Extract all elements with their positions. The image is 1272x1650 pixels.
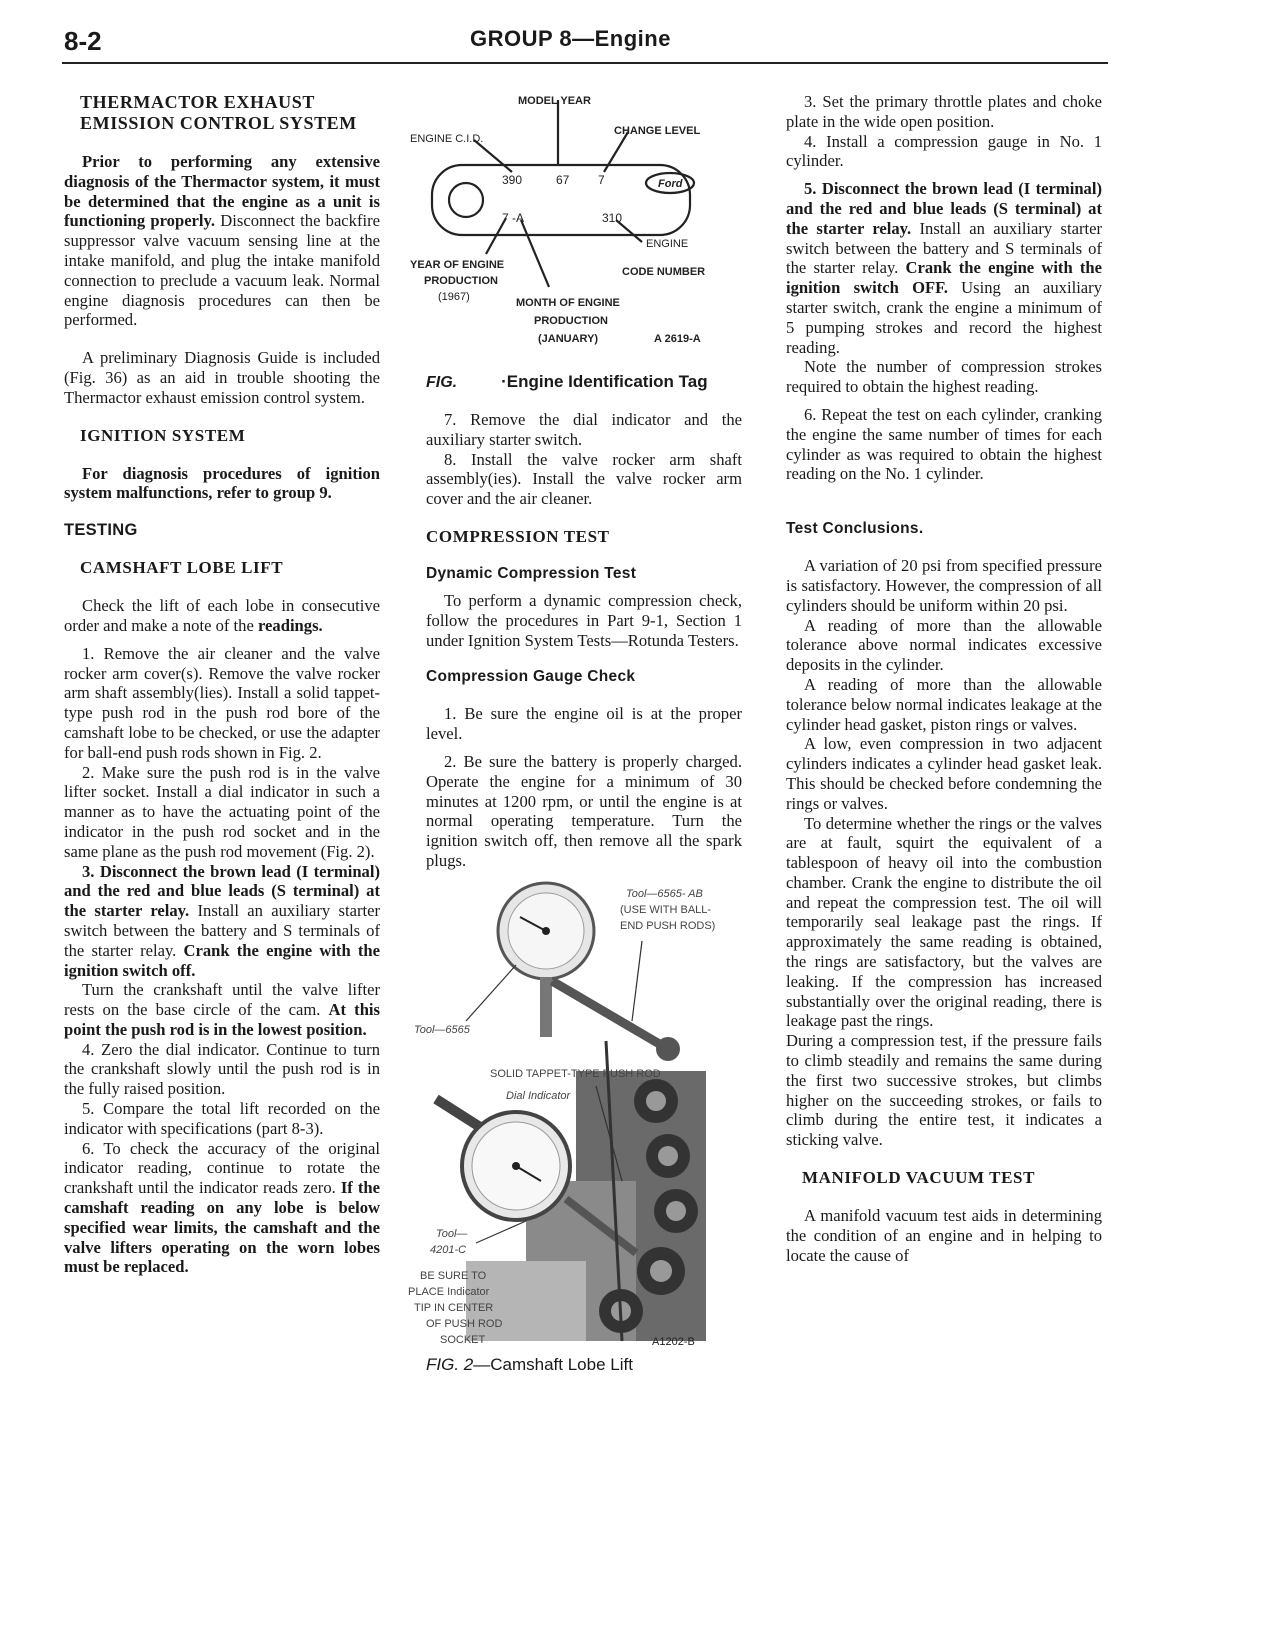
fig2-tool-6565: Tool—6565 xyxy=(414,1023,470,1036)
gauge-step-1: 1. Be sure the engine oil is at the proper level. xyxy=(426,704,742,744)
testing-heading: TESTING xyxy=(64,521,138,540)
dynamic-heading: Dynamic Compression Test xyxy=(426,564,637,582)
column-middle xyxy=(408,92,742,1375)
fig2-tool-6565ab-1: Tool—6565- AB xyxy=(626,887,703,900)
compression-step-5 xyxy=(786,179,1102,357)
group-title: GROUP 8—Engine xyxy=(470,26,671,51)
fig1-model-year: MODEL YEAR xyxy=(518,95,591,107)
fig2-be-sure-1: BE SURE TO xyxy=(420,1269,487,1282)
step5-text: Install an auxiliary starter switch between the battery and S terminals of the starter relay. xyxy=(786,218,1102,278)
fig2-be-sure-5: SOCKET xyxy=(440,1333,486,1346)
step6-bold: If the camshaft reading on any lobe is below specified wear limits, the camshaft and the valve lifters operating on the worn lobes must be replaced. xyxy=(64,1178,380,1277)
ford-logo-text: Ford xyxy=(658,178,683,190)
thermactor-warning: Prior to performing any extensive diagnosis of the Thermactor system, it must be determined that the engine as a unit is functioning properly. xyxy=(64,152,380,231)
tag-value-390: 390 xyxy=(502,173,523,187)
column-right xyxy=(786,92,1102,1265)
camshaft-intro-readings: readings. xyxy=(257,615,323,635)
conclusions-p6: During a compression test, if the pressure fails to climb steadily and remains the same during the first two successive strokes, but climbs higher on the succeeding strokes, or fails to climb during the entire test, it indicates a sticking valve. xyxy=(786,1031,1102,1150)
conclusions-p3: A reading of more than the allowable tolerance below normal indicates leakage at the cylinder head gasket, piston rings or valves. xyxy=(786,674,1102,734)
camshaft-intro-text: Check the lift of each lobe in consecutive order and make a note of the xyxy=(64,596,380,635)
fig2-caption-prefix: FIG. 2 xyxy=(426,1354,474,1374)
fig1-month-1: MONTH OF ENGINE xyxy=(516,297,620,309)
fig1-year-prod-3: (1967) xyxy=(438,291,470,303)
step5-bold: 5. Disconnect the brown lead (I terminal) and the red and blue leads (S terminal) at the starter relay. xyxy=(786,179,1102,238)
conclusions-p5: To determine whether the rings or the valves are at fault, squirt the equivalent of a tablespoon of heavy oil into the combustion chamber. Crank the engine to distribute the oil and repeat the compression test. The oil will temporarily seal leakage past the rings. If approximately the same reading is obtained, the rings are satisfactory, but the valves are leaking. If the compression has increased substantially over the original reading, there is leakage past the rings. xyxy=(786,813,1102,1031)
camshaft-step-2: 2. Make sure the push rod is in the valve lifter socket. Install a dial indicator in such a manner as to have the actuating point of the indicator in the push rod socket and in the same plane as the push rod movement (Fig. 2). xyxy=(64,762,380,861)
month-prod-arrow xyxy=(521,220,549,287)
conclusions-p1: A variation of 20 psi from specified pressure is satisfactory. However, the compression of all cylinders should be uniform within 20 psi. xyxy=(786,556,1102,615)
fig1-caption-prefix: FIG. xyxy=(426,374,458,391)
fig2-tool-4201-2: 4201-C xyxy=(430,1243,467,1256)
compression-note: Note the number of compression strokes required to obtain the highest reading. xyxy=(786,357,1102,397)
fig1-change-level: CHANGE LEVEL xyxy=(614,125,701,137)
fig2-tool-6565ab-3: END PUSH RODS) xyxy=(620,919,716,932)
compression-step-4: 4. Install a compression gauge in No. 1 cylinder. xyxy=(786,131,1102,171)
step5-rest: Using an auxiliary starter switch, crank the engine a minimum of 5 pumping strokes and record the highest reading. xyxy=(786,278,1102,357)
camshaft-step-1: 1. Remove the air cleaner and the valve rocker arm cover(s). Remove the valve rocker arm shaft assembly(lies). Install a solid tappet-type push rod in the push rod bore of the camshaft lobe to be checked, or use the adapter for ball-end push rods shown in Fig. 2. xyxy=(64,643,380,762)
manifold-paragraph: A manifold vacuum test aids in determining the condition of an engine and in helping to locate the cause of xyxy=(786,1206,1102,1265)
step3-text: Install an auxiliary starter switch between the battery and S terminals of the starter relay. xyxy=(64,901,380,960)
fig2-caption xyxy=(426,1355,742,1375)
thermactor-paragraph-1 xyxy=(64,152,380,330)
tag-value-7: 7 xyxy=(598,173,605,187)
step3-crank: Crank the engine with the ignition switch off. xyxy=(64,940,380,980)
engine-id-tag-figure xyxy=(406,92,716,362)
fig1-engine-code-1: ENGINE xyxy=(646,238,689,250)
step3-bold: 3. Disconnect the brown lead (I terminal) and the red and blue leads (S terminal) at the starter relay. xyxy=(64,861,380,921)
compression-step-6: 6. Repeat the test on each cylinder, cranking the engine the same number of times for each cylinder as was required to obtain the highest reading on the No. 1 cylinder. xyxy=(786,404,1102,484)
fig1-month-2: PRODUCTION xyxy=(534,315,608,327)
dynamic-paragraph: To perform a dynamic compression check, follow the procedures in Part 9-1, Section 1 under Ignition System Tests—Rotunda Testers. xyxy=(426,590,742,650)
fig1-engine-code-2: CODE NUMBER xyxy=(622,266,706,278)
compression-heading: COMPRESSION TEST xyxy=(426,526,610,546)
gauge-step-2: 2. Be sure the battery is properly charged. Operate the engine for a minimum of 30 minutes at 1200 rpm, or until the engine is at normal operating temperature. Turn the ignition switch off, then remove all the spark plugs. xyxy=(426,751,742,870)
camshaft-intro xyxy=(64,596,380,636)
fig2-caption-text: —Camshaft Lobe Lift xyxy=(473,1354,633,1374)
fig2-dial-indicator: Dial Indicator xyxy=(506,1089,571,1102)
compression-step-3: 3. Set the primary throttle plates and choke plate in the wide open position. xyxy=(786,92,1102,131)
conclusions-p4: A low, even compression in two adjacent cylinders indicates a cylinder head gasket leak. This should be checked before condemning the rings or valves. xyxy=(786,734,1102,813)
camshaft-lobe-lift-figure xyxy=(406,881,716,1351)
header-rule xyxy=(62,62,1108,64)
fig1-caption-text: ·Engine Identification Tag xyxy=(501,372,708,391)
tag-value-310: 310 xyxy=(602,211,623,225)
step6-text: 6. To check the accuracy of the original indicator reading, continue to rotate the crankshaft until the indicator reads zero. xyxy=(64,1138,380,1198)
fig2-tool-6565ab-2: (USE WITH BALL- xyxy=(620,903,712,916)
page-number: 8-2 xyxy=(64,26,102,56)
ignition-paragraph: For diagnosis procedures of ignition system malfunctions, refer to group 9. xyxy=(64,463,380,503)
camshaft-step-3 xyxy=(64,862,380,981)
fig1-month-3: (JANUARY) xyxy=(538,333,599,345)
fig2-ref: A1202-B xyxy=(652,1335,695,1348)
thermactor-instructions: Disconnect the backfire suppressor valve vacuum sensing line at the intake manifold, and plug the intake manifold connection to preclude a vacuum leak. Normal engine diagnosis procedures can then be performed. xyxy=(64,211,381,330)
column-left xyxy=(64,92,380,1277)
thermactor-heading-line1: THERMACTOR EXHAUST xyxy=(80,92,316,112)
camshaft-step-5: 5. Compare the total lift recorded on the indicator with specifications (part 8-3). xyxy=(64,1099,380,1138)
gauge-heading: Compression Gauge Check xyxy=(426,668,636,686)
tag-hole xyxy=(449,183,483,217)
tag-value-7a: 7 -A xyxy=(502,211,525,225)
step3-lowest: At this point the push rod is in the lowest position. xyxy=(64,1000,380,1039)
conclusions-heading: Test Conclusions. xyxy=(786,520,924,538)
fig2-tool-4201-1: Tool— xyxy=(436,1227,468,1240)
manifold-heading: MANIFOLD VACUUM TEST xyxy=(802,1168,1036,1188)
fig1-year-prod-2: PRODUCTION xyxy=(424,275,498,287)
camshaft-step-8: 8. Install the valve rocker arm shaft assembly(ies). Install the valve rocker arm cover and the air cleaner. xyxy=(426,449,742,509)
camshaft-step-6 xyxy=(64,1139,380,1278)
fig2-solid-tappet: SOLID TAPPET-TYPE PUSH ROD xyxy=(490,1067,661,1080)
thermactor-paragraph-2: A preliminary Diagnosis Guide is included (Fig. 36) as an aid in trouble shooting the Thermactor exhaust emission control system. xyxy=(64,348,380,407)
camshaft-heading: CAMSHAFT LOBE LIFT xyxy=(80,558,284,578)
thermactor-heading-line2: EMISSION CONTROL SYSTEM xyxy=(80,113,357,133)
fig1-year-prod-1: YEAR OF ENGINE xyxy=(410,259,505,271)
fig1-engine-cid: ENGINE C.I.D. xyxy=(410,133,484,145)
conclusions-p2: A reading of more than the allowable tolerance above normal indicates excessive deposits in the cylinder. xyxy=(786,615,1102,675)
camshaft-step-3-cont xyxy=(64,980,380,1039)
step5-crank: Crank the engine with the ignition switch OFF. xyxy=(786,258,1102,298)
fig2-be-sure-4: OF PUSH ROD xyxy=(426,1317,503,1330)
camshaft-step-4: 4. Zero the dial indicator. Continue to turn the crankshaft slowly until the push rod is in the fully raised position. xyxy=(64,1039,380,1099)
tag-value-67: 67 xyxy=(556,173,570,187)
ignition-heading: IGNITION SYSTEM xyxy=(80,425,246,445)
step3-turn: Turn the crankshaft until the valve lifter rests on the base circle of the cam. xyxy=(64,980,380,1020)
fig1-caption xyxy=(426,372,742,392)
camshaft-step-7: 7. Remove the dial indicator and the auxiliary starter switch. xyxy=(426,410,742,449)
fig2-be-sure-2: PLACE Indicator xyxy=(408,1285,490,1298)
fig2-be-sure-3: TIP IN CENTER xyxy=(414,1301,494,1314)
fig1-ref: A 2619-A xyxy=(654,333,701,345)
